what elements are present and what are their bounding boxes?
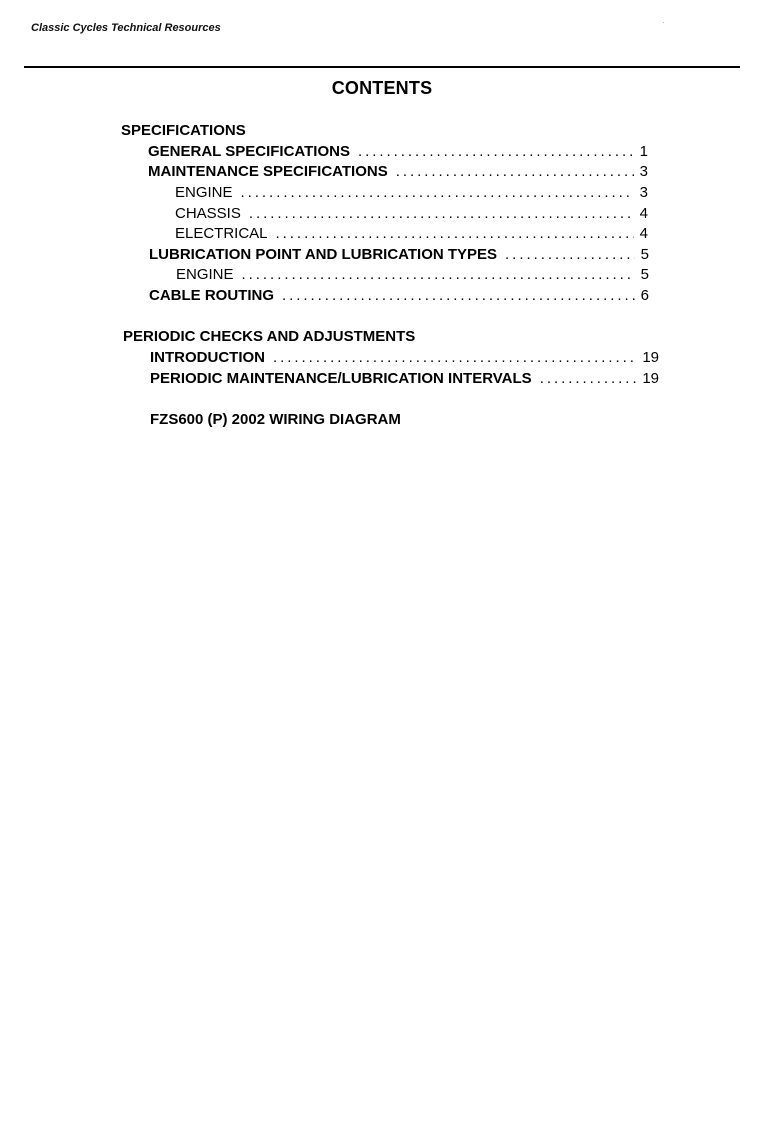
toc-page-number: 5	[640, 246, 649, 263]
contents-title: CONTENTS	[331, 78, 433, 98]
leader-dots	[358, 143, 634, 160]
section-heading-periodic-checks: PERIODIC CHECKS AND ADJUSTMENTS	[123, 328, 416, 345]
toc-entry-lubrication-points[interactable]	[149, 246, 649, 263]
toc-entry-label: ENGINE	[175, 184, 233, 201]
toc-entry-periodic-maintenance-intervals[interactable]	[150, 370, 659, 387]
toc-page-number: 3	[639, 163, 648, 180]
leader-dots	[242, 266, 635, 283]
toc-entry-maintenance-specifications[interactable]	[148, 163, 648, 180]
leader-dots	[273, 349, 636, 366]
toc-entry-lubrication-engine[interactable]	[176, 266, 649, 283]
toc-entry-label: GENERAL SPECIFICATIONS	[148, 143, 350, 160]
header-divider	[24, 66, 740, 68]
toc-entry-wiring-diagram[interactable]: FZS600 (P) 2002 WIRING DIAGRAM	[150, 411, 401, 428]
toc-entry-label: ENGINE	[176, 266, 234, 283]
toc-entry-label: LUBRICATION POINT AND LUBRICATION TYPES	[149, 246, 498, 263]
toc-page-number: 19	[642, 370, 659, 387]
toc-entry-label: INTRODUCTION	[150, 349, 265, 366]
toc-page-number: 19	[642, 349, 659, 366]
toc-entry-chassis[interactable]	[175, 205, 648, 222]
leader-dots	[540, 370, 637, 387]
leader-dots	[396, 163, 634, 180]
toc-page-number: 4	[639, 205, 648, 222]
toc-page-number: 5	[640, 266, 649, 283]
toc-entry-label: CABLE ROUTING	[149, 287, 274, 304]
toc-page-number: 1	[639, 143, 648, 160]
toc-entry-electrical[interactable]	[175, 225, 648, 242]
leader-dots	[249, 205, 634, 222]
toc-entry-label: PERIODIC MAINTENANCE/LUBRICATION INTERVALS	[150, 370, 532, 387]
corner-mark: ·	[662, 18, 665, 27]
toc-page-number: 3	[639, 184, 648, 201]
leader-dots	[282, 287, 635, 304]
toc-entry-label: MAINTENANCE SPECIFICATIONS	[148, 163, 388, 180]
leader-dots	[505, 246, 635, 263]
leader-dots	[276, 225, 634, 242]
toc-entry-label: CHASSIS	[175, 205, 241, 222]
document-header-title: Classic Cycles Technical Resources	[31, 22, 221, 34]
toc-entry-introduction[interactable]	[150, 349, 659, 366]
toc-page-number: 4	[639, 225, 648, 242]
leader-dots	[241, 184, 634, 201]
toc-entry-label: ELECTRICAL	[175, 225, 268, 242]
toc-entry-general-specifications[interactable]	[148, 143, 648, 160]
toc-entry-cable-routing[interactable]	[149, 287, 649, 304]
toc-entry-maintenance-engine[interactable]	[175, 184, 648, 201]
toc-page-number: 6	[640, 287, 649, 304]
section-heading-specifications: SPECIFICATIONS	[121, 122, 246, 139]
